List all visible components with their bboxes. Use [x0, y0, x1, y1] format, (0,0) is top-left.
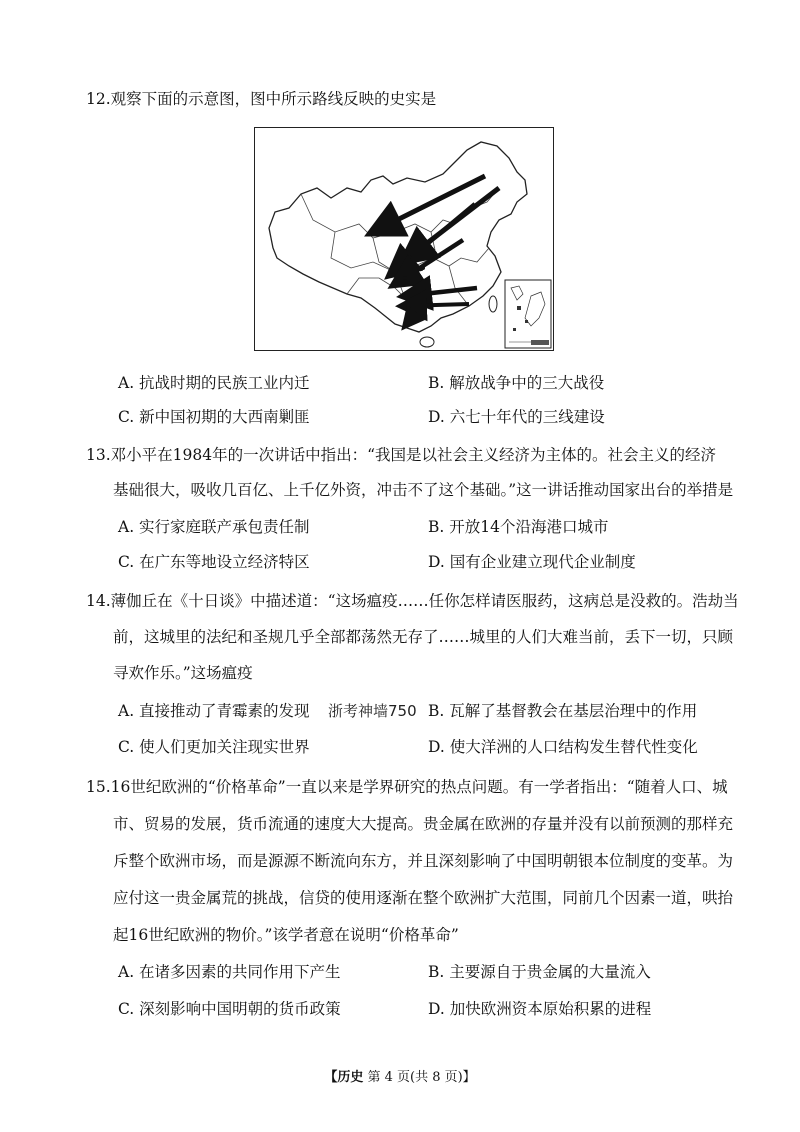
- q13-stem-line-2: 基础很大，吸收几百亿、上千亿外资，冲击不了这个基础。”这一讲话推动国家出台的举措是: [113, 481, 734, 499]
- q13-option-a: A. 实行家庭联产承包责任制: [118, 518, 310, 536]
- q15-stem-line-3: 斥整个欧洲市场，而是源源不断流向东方，并且深刻影响了中国明朝银本位制度的变革。为: [113, 852, 734, 870]
- route-arrow-6: [403, 304, 469, 306]
- q14-stem-line-1: 14.薄伽丘在《十日谈》中描述道：“这场瘟疫……任你怎样请医服药，这病总是没救的。浩劫当: [86, 592, 739, 610]
- footer-page-number: 第 4 页(共 8 页)】: [367, 1070, 476, 1085]
- q15-stem-line-5: 起16世纪欧洲的物价。”该学者意在说明“价格革命”: [113, 926, 459, 944]
- q15-stem-line-1: 15.16世纪欧洲的“价格革命”一直以来是学界研究的热点问题。有一学者指出：“随着人口、城: [86, 778, 728, 796]
- q12-option-c: C. 新中国初期的大西南剿匪: [118, 408, 310, 426]
- q15-option-b: B. 主要源自于贵金属的大量流入: [428, 963, 651, 981]
- china-route-map: [254, 127, 554, 351]
- q14-option-a: A. 直接推动了青霉素的发现: [118, 702, 310, 720]
- q13-option-b: B. 开放14个沿海港口城市: [428, 518, 609, 536]
- route-arrow-5: [405, 288, 477, 296]
- route-arrows: [373, 176, 499, 326]
- q12-option-d: D. 六七十年代的三线建设: [428, 408, 605, 426]
- q12-option-b: B. 解放战争中的三大战役: [428, 374, 605, 392]
- q15-option-d: D. 加快欧洲资本原始积累的进程: [428, 1000, 652, 1018]
- footer-subject: 【历史: [324, 1070, 364, 1085]
- q14-stem-line-3: 寻欢作乐。”这场瘟疫: [113, 664, 253, 682]
- q12-option-a: A. 抗战时期的民族工业内迁: [118, 374, 310, 392]
- q14-option-c: C. 使人们更加关注现实世界: [118, 738, 310, 756]
- q13-option-c: C. 在广东等地设立经济特区: [118, 553, 310, 571]
- china-outline: [269, 142, 527, 332]
- q12-stem: 12.观察下面的示意图，图中所示路线反映的史实是: [86, 90, 437, 108]
- watermark: 浙考神墙750: [328, 702, 417, 720]
- q15-stem-line-4: 应付这一贵金属荒的挑战，信贷的使用逐渐在整个欧洲扩大范围，同前几个因素一道，哄抬: [113, 889, 734, 907]
- china-map-icon: [255, 128, 554, 351]
- q14-option-d: D. 使大洋洲的人口结构发生替代性变化: [428, 738, 698, 756]
- q13-stem-line-1: 13.邓小平在1984年的一次讲话中指出：“我国是以社会主义经济为主体的。社会主义的经济: [86, 446, 717, 464]
- q14-stem-line-2: 前，这城里的法纪和圣规几乎全部都荡然无存了……城里的人们大难当前，丢下一切，只顾: [113, 628, 734, 646]
- q14-option-b: B. 瓦解了基督教会在基层治理中的作用: [428, 702, 698, 720]
- q15-option-a: A. 在诸多因素的共同作用下产生: [118, 963, 341, 981]
- page-footer: [0, 1068, 800, 1088]
- q13-option-d: D. 国有企业建立现代企业制度: [428, 553, 636, 571]
- south-china-sea-inset-icon: [505, 280, 551, 348]
- q15-option-c: C. 深刻影响中国明朝的货币政策: [118, 1000, 341, 1018]
- route-arrow-1: [373, 176, 485, 232]
- q15-stem-line-2: 市、贸易的发展，货币流通的速度大大提高。贵金属在欧洲的存量并没有以前预测的那样充: [113, 815, 734, 833]
